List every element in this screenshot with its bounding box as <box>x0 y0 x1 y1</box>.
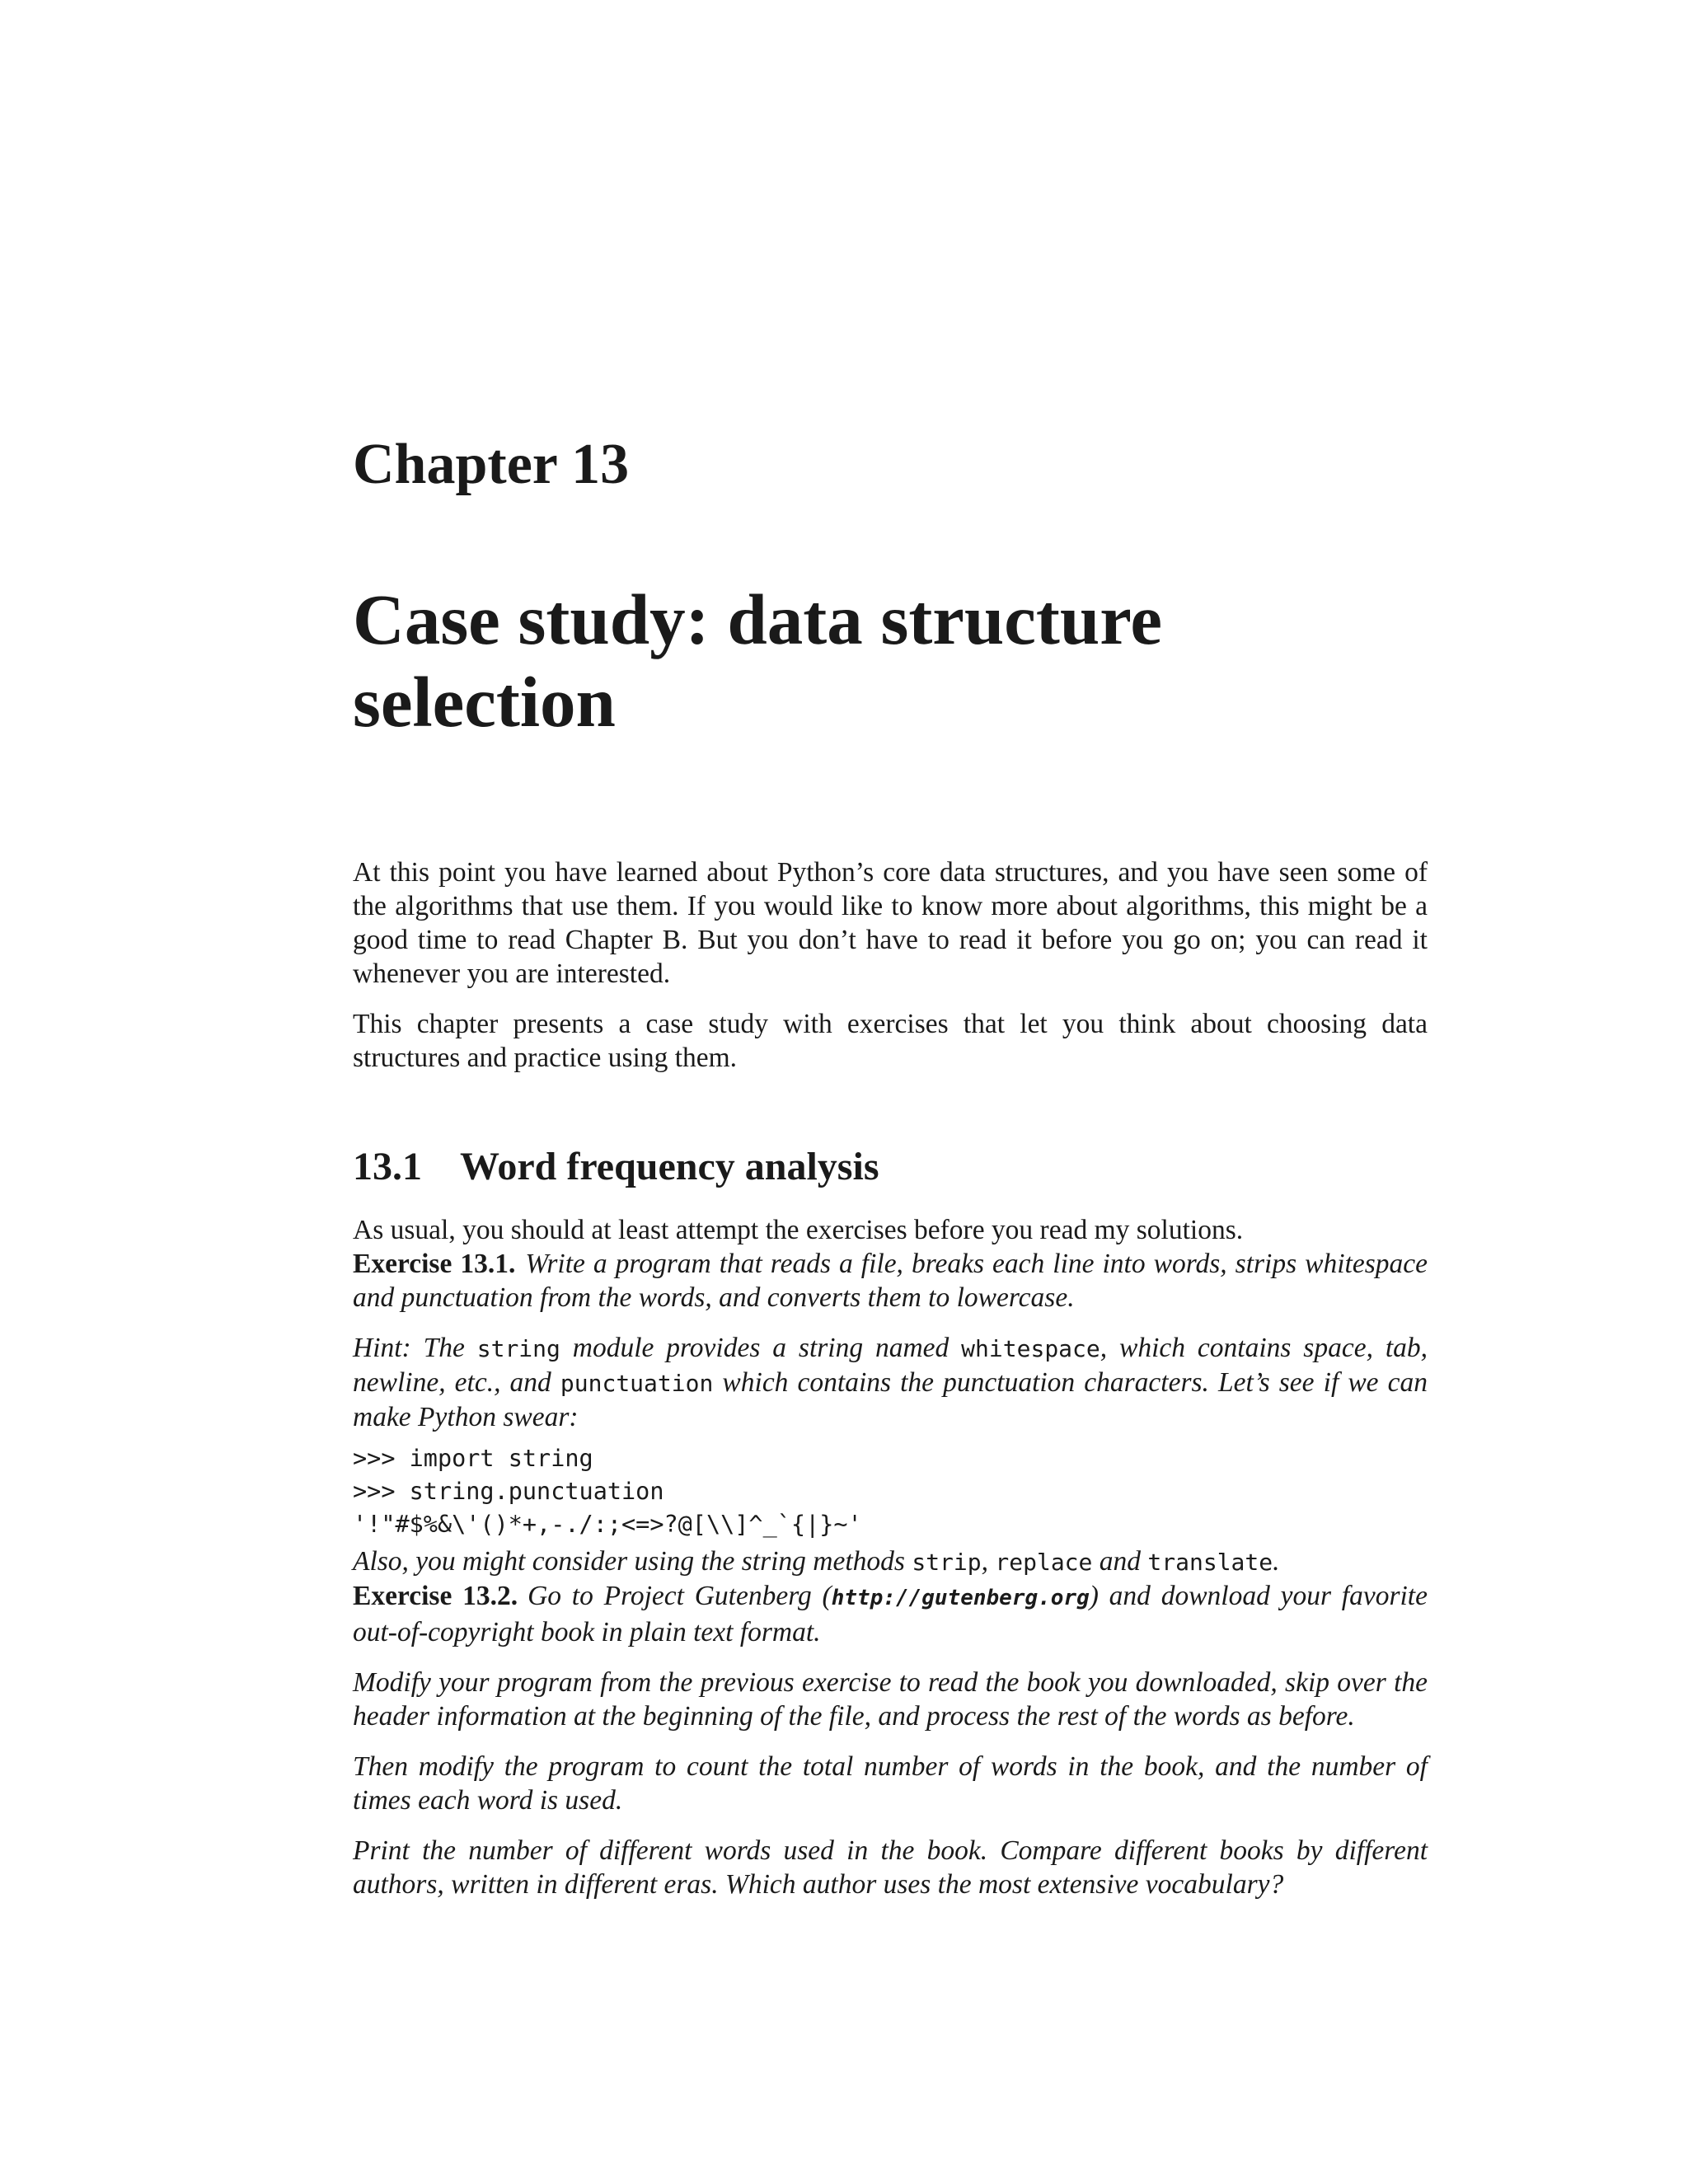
inline-code: punctuation <box>560 1370 714 1397</box>
gutenberg-link[interactable]: http://gutenberg.org <box>831 1586 1090 1610</box>
also-text: and <box>1092 1546 1148 1577</box>
inline-code: string <box>476 1335 560 1362</box>
section-title: Word frequency analysis <box>460 1145 879 1188</box>
exercise-text: ) and download your favorite out-of-copyright book in plain text format. <box>353 1581 1428 1647</box>
code-line: >>> string.punctuation <box>353 1478 664 1505</box>
code-line: >>> import string <box>353 1445 593 1472</box>
also-text: Also, you might consider using the string methods <box>353 1546 912 1577</box>
exercise-label: Exercise 13.1. <box>353 1249 516 1279</box>
exercise-paragraph: Modify your program from the previous exercise to read the book you downloaded, skip over the header information at the beginning of the file, and process the rest of the words as before. <box>353 1667 1428 1732</box>
section-heading <box>353 1142 1428 1192</box>
code-block <box>353 1442 1428 1541</box>
exercise-13-2 <box>353 1579 1428 1649</box>
inline-code: replace <box>995 1549 1093 1576</box>
chapter-label: Chapter 13 <box>353 433 630 496</box>
also-paragraph <box>353 1544 1428 1579</box>
code-line: '!"#$%&\'()*+,-./:;<=>?@[\\]^_`{|}~' <box>353 1511 862 1538</box>
hint-paragraph <box>353 1331 1428 1434</box>
intro-paragraph-1: At this point you have learned about Python’s core data structures, and you have seen some of the algorithms that use them. If you would like to know more about algorithms, this might be a good time to read Chapter B. But you don’t have to read it before you go on; you can read it whenever you are interested. <box>353 857 1428 989</box>
inline-code: translate <box>1147 1549 1273 1576</box>
hint-text: Hint: The <box>353 1333 477 1363</box>
exercise-paragraph: Then modify the program to count the total number of words in the book, and the number of times each word is used. <box>353 1751 1428 1816</box>
chapter-title: Case study: data structure selection <box>353 579 1162 742</box>
section-number: 13.1 <box>353 1145 422 1188</box>
intro-paragraph-2: This chapter presents a case study with exercises that let you think about choosing data structures and practice using them. <box>353 1009 1428 1073</box>
inline-code: strip <box>912 1549 982 1576</box>
exercise-text: Go to Project Gutenberg ( <box>528 1581 832 1611</box>
section-word-frequency <box>353 1142 1428 1901</box>
hint-text: module provides a string named <box>560 1333 962 1363</box>
hint-text: which contains the punctuation characters. Let’s see if we can make Python swear: <box>353 1367 1428 1432</box>
exercise-text: Write a program that reads a file, breaks each line into words, strips whitespace and punctuation from the words, and converts them to lowercase. <box>353 1249 1428 1313</box>
intro <box>353 855 1428 1075</box>
section-lead: As usual, you should at least attempt the exercises before you read my solutions. <box>353 1215 1244 1245</box>
also-text: , <box>981 1546 996 1577</box>
inline-code: whitespace <box>961 1335 1100 1362</box>
exercise-13-1 <box>353 1247 1428 1315</box>
exercise-label: Exercise 13.2. <box>353 1581 518 1611</box>
also-text: . <box>1273 1546 1280 1577</box>
hint-text: , which contains space, tab, newline, etc., and <box>353 1333 1428 1398</box>
exercise-paragraph: Print the number of different words used in the book. Compare different books by different authors, written in different eras. Which author uses the most extensive vocabulary? <box>353 1835 1428 1900</box>
